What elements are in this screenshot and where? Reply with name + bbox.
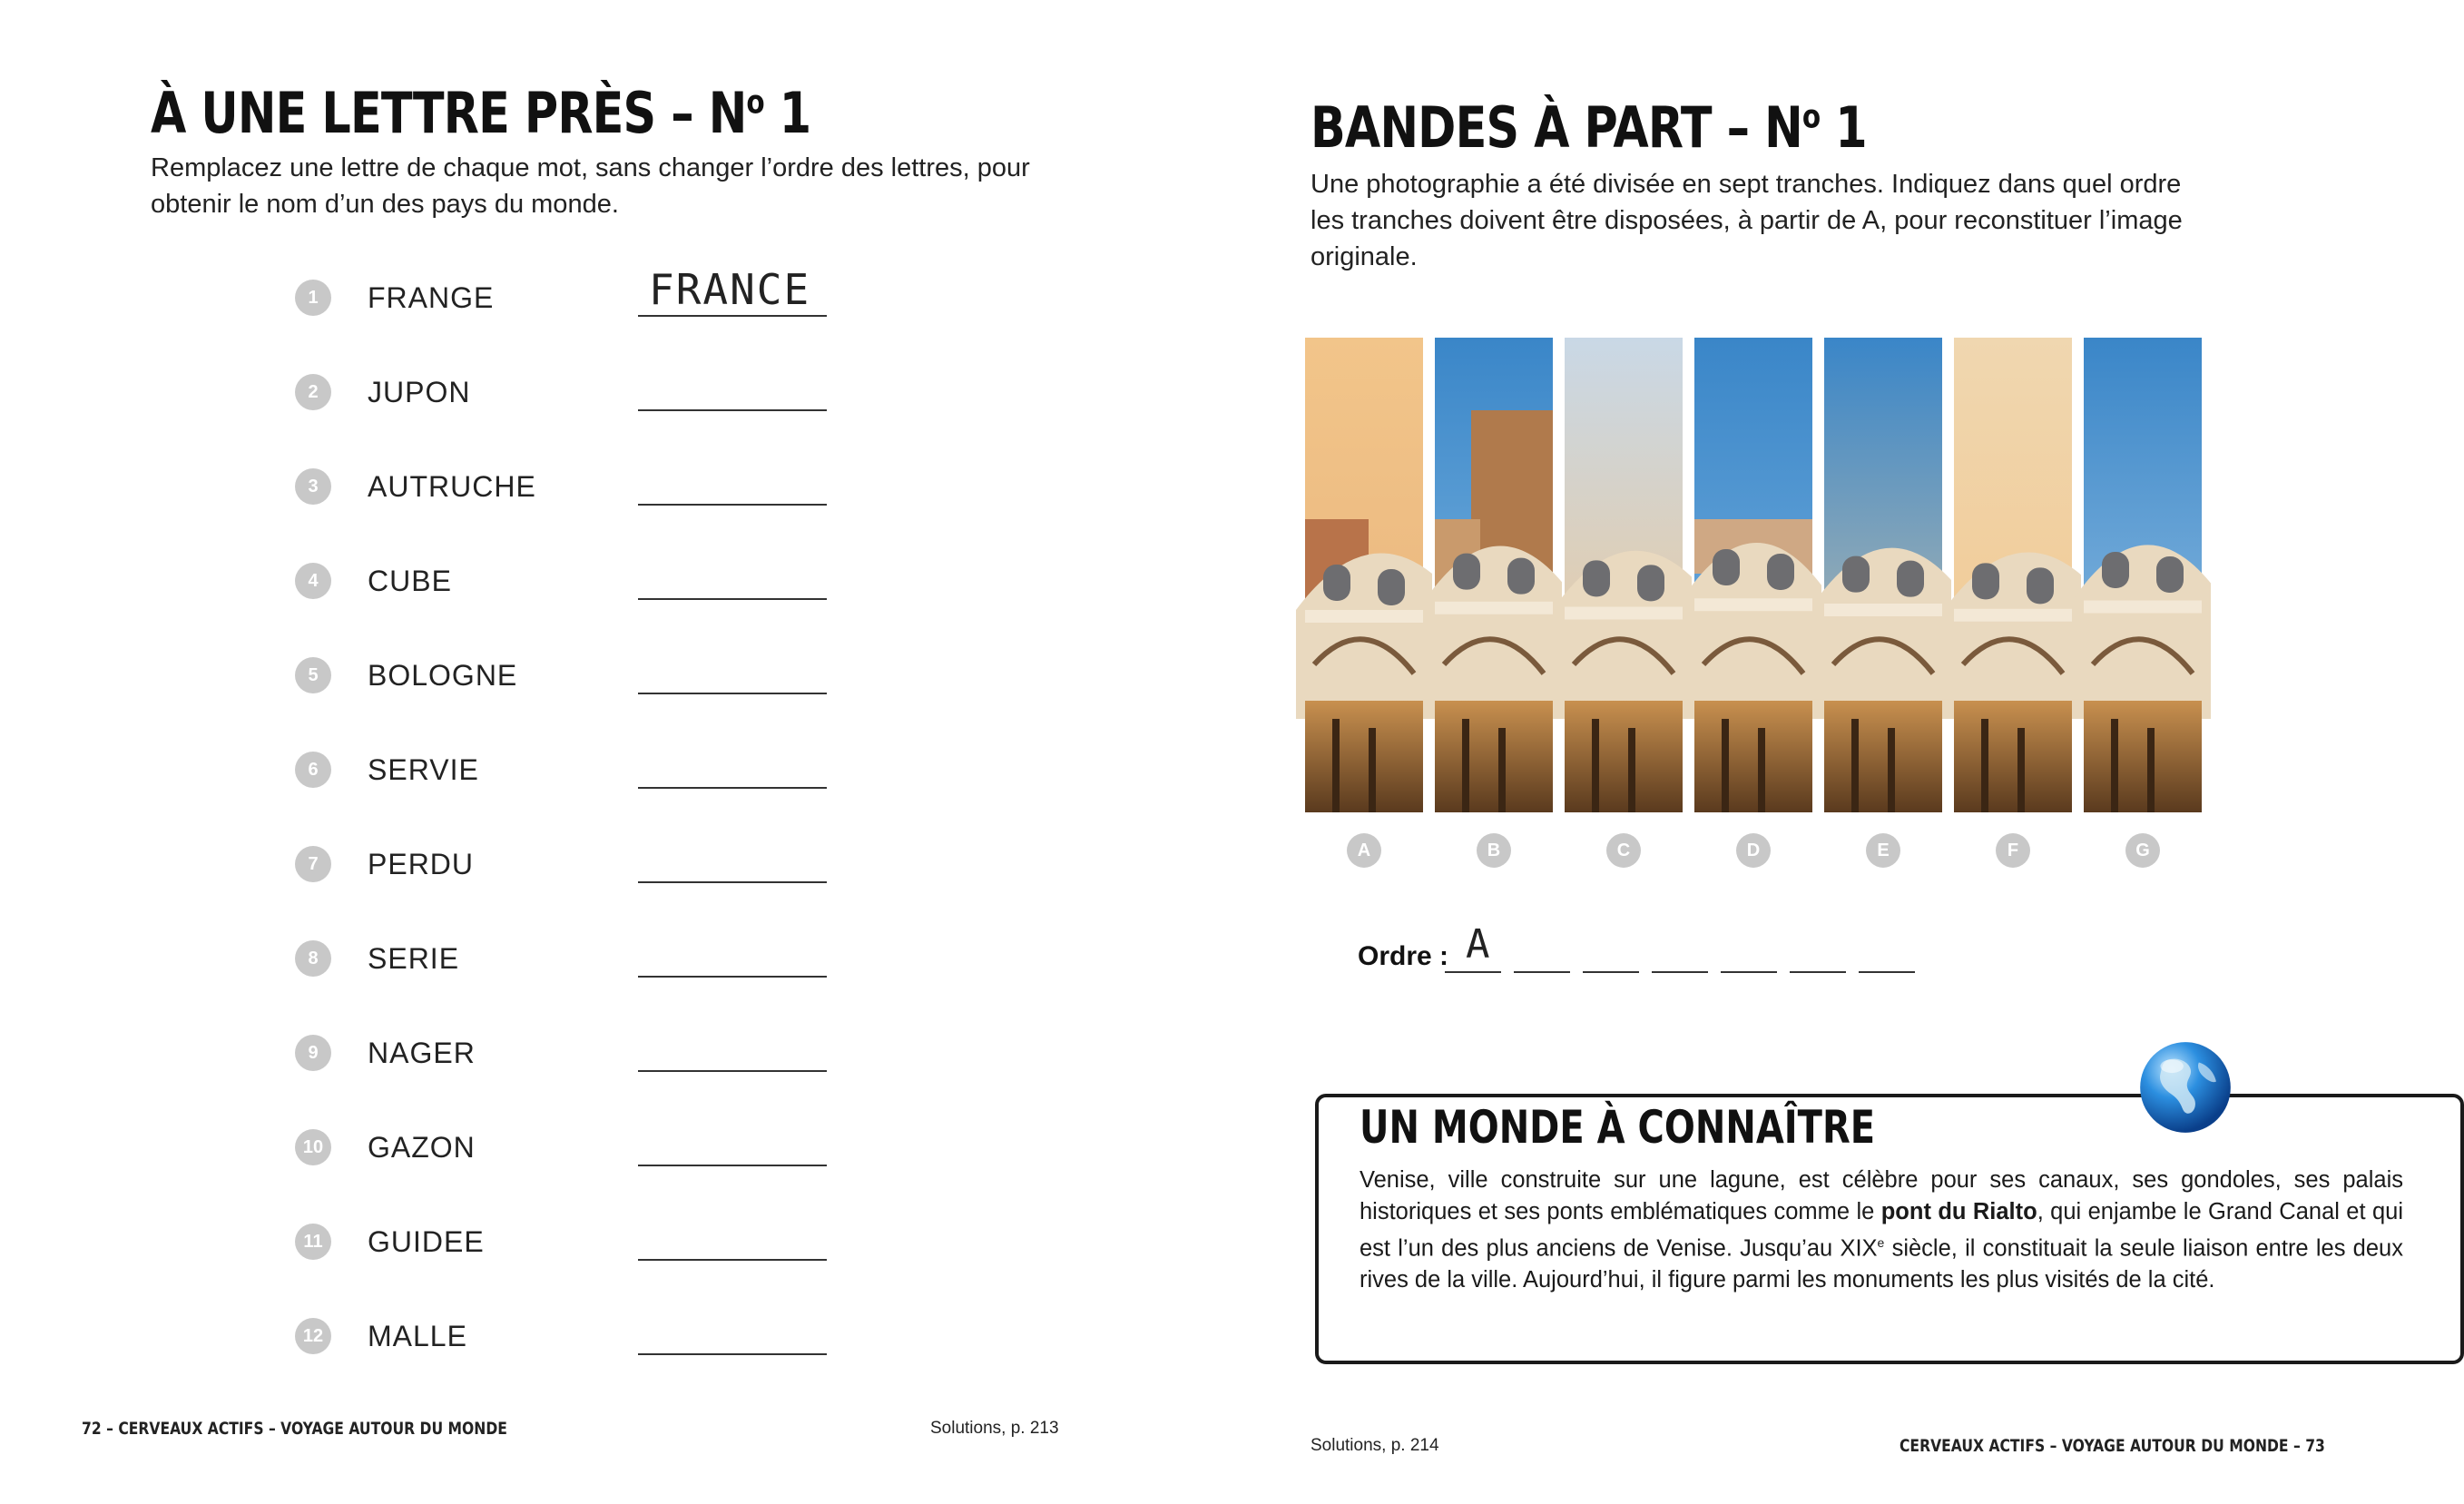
item-number-badge: 5 xyxy=(295,657,331,693)
right-title: BANDES À PART – $N^o$ 1 xyxy=(1311,94,1867,161)
answer-line[interactable] xyxy=(638,976,827,978)
strip-label: F xyxy=(1996,833,2030,868)
right-page xyxy=(1162,0,2403,1504)
photo-strip xyxy=(1305,338,1423,812)
answer-line[interactable] xyxy=(638,504,827,506)
answer-line[interactable] xyxy=(638,787,827,789)
item-word: BOLOGNE xyxy=(368,659,518,692)
right-intro-line-1: Une photographie a été divisée en sept tranches. Indiquez dans quel ordre xyxy=(1311,170,2182,199)
word-row xyxy=(0,1311,1162,1365)
strip-label: C xyxy=(1606,833,1641,868)
ordre-blank-3[interactable] xyxy=(1583,971,1639,973)
photo-strip xyxy=(1824,338,1942,812)
ordre-blank-1[interactable] xyxy=(1445,971,1501,973)
left-title: À UNE LETTRE PRÈS – $N^o$ 1 xyxy=(151,80,811,146)
photo-strip xyxy=(1435,338,1553,812)
word-row xyxy=(0,1216,1162,1271)
item-number-badge: 12 xyxy=(295,1318,331,1354)
left-footer-solutions: Solutions, p. 213 xyxy=(930,1419,1059,1438)
photo-strip xyxy=(1565,338,1683,812)
item-number-badge: 9 xyxy=(295,1035,331,1071)
word-row xyxy=(0,1122,1162,1176)
ordre-blank-2[interactable] xyxy=(1514,971,1570,973)
right-intro-line-3: originale. xyxy=(1311,242,1418,271)
item-word: SERVIE xyxy=(368,753,479,786)
ordre-blank-5[interactable] xyxy=(1721,971,1777,973)
item-word: GUIDEE xyxy=(368,1225,485,1258)
item-answer: FRANCE xyxy=(649,265,811,314)
photo-strip xyxy=(2084,338,2202,812)
left-footer-title: 72 – CERVEAUX ACTIFS – VOYAGE AUTOUR DU MONDE xyxy=(82,1419,507,1439)
word-row xyxy=(0,650,1162,704)
strip-label: G xyxy=(2125,833,2160,868)
left-intro-line-2: obtenir le nom d’un des pays du monde. xyxy=(151,190,619,219)
strip-label: A xyxy=(1347,833,1381,868)
ordre-label: Ordre : xyxy=(1358,941,1449,971)
word-row xyxy=(0,265,1162,327)
item-number-badge: 11 xyxy=(295,1224,331,1260)
word-row xyxy=(0,839,1162,893)
strip-label: B xyxy=(1477,833,1511,868)
item-number-badge: 4 xyxy=(295,563,331,599)
word-row xyxy=(0,744,1162,799)
item-word: AUTRUCHE xyxy=(368,470,536,503)
answer-line[interactable] xyxy=(638,409,827,411)
item-number-badge: 7 xyxy=(295,846,331,882)
answer-line[interactable] xyxy=(638,1070,827,1072)
answer-line[interactable] xyxy=(638,881,827,883)
ordre-blank-6[interactable] xyxy=(1790,971,1846,973)
word-row xyxy=(0,461,1162,516)
item-number-badge: 3 xyxy=(295,468,331,505)
word-row xyxy=(0,555,1162,610)
photo-strip xyxy=(1694,338,1812,812)
photo-strip xyxy=(1954,338,2072,812)
left-page xyxy=(0,0,1162,1504)
item-word: PERDU xyxy=(368,848,475,880)
ordre-first-answer: A xyxy=(1466,921,1490,968)
item-number-badge: 6 xyxy=(295,752,331,788)
item-word: JUPON xyxy=(368,376,471,408)
word-row xyxy=(0,367,1162,421)
answer-line[interactable] xyxy=(638,315,827,317)
item-word: SERIE xyxy=(368,942,460,975)
item-number-badge: 10 xyxy=(295,1129,331,1165)
strip-label: E xyxy=(1866,833,1900,868)
right-intro-line-2: les tranches doivent être disposées, à partir de A, pour reconstituer l’image xyxy=(1311,206,2183,235)
right-footer-title: CERVEAUX ACTIFS – VOYAGE AUTOUR DU MONDE – 73 xyxy=(1900,1436,2325,1456)
info-box-text: Venise, ville construite sur une lagune, est célèbre pour ses canaux, ses gondoles, ses palais historiques et ses ponts emblématiques comme le pont du Rialto, qui enjambe le Grand Canal et qui est l’un des plus anciens de Venise. Jusqu’au XIXe siècle, il constituait la seule liaison entre les deux rives de la ville. Aujourd’hui, il figure parmi les monuments les plus visités de la cité. xyxy=(1360,1167,2403,1293)
item-word: NAGER xyxy=(368,1037,476,1069)
item-word: CUBE xyxy=(368,565,452,597)
answer-line[interactable] xyxy=(638,1353,827,1355)
item-number-badge: 2 xyxy=(295,374,331,410)
item-word: MALLE xyxy=(368,1320,467,1352)
item-word: GAZON xyxy=(368,1131,476,1164)
word-row xyxy=(0,1027,1162,1082)
item-word: FRANGE xyxy=(368,281,495,314)
answer-line[interactable] xyxy=(638,598,827,600)
info-box-title: UN MONDE À CONNAÎTRE xyxy=(1360,1101,1876,1154)
right-footer-solutions: Solutions, p. 214 xyxy=(1311,1436,1439,1455)
word-row xyxy=(0,933,1162,988)
answer-line[interactable] xyxy=(638,693,827,694)
answer-line[interactable] xyxy=(638,1259,827,1261)
item-number-badge: 1 xyxy=(295,280,331,316)
globe-icon xyxy=(2137,1039,2233,1135)
item-number-badge: 8 xyxy=(295,940,331,977)
left-intro-line-1: Remplacez une lettre de chaque mot, sans changer l’ordre des lettres, pour xyxy=(151,153,1030,182)
ordre-blank-4[interactable] xyxy=(1652,971,1708,973)
ordre-blank-7[interactable] xyxy=(1859,971,1915,973)
strip-label: D xyxy=(1736,833,1771,868)
answer-line[interactable] xyxy=(638,1165,827,1166)
